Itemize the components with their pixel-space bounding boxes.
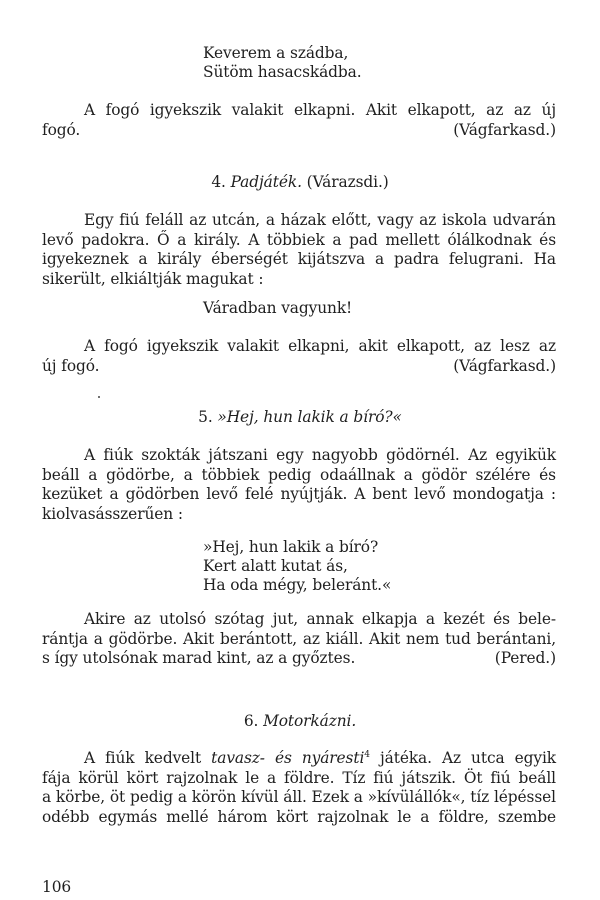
section-6-title: Motorkázni. [263, 712, 357, 730]
rhyme2-line1: »Hej, hun lakik a bíró? [203, 538, 379, 556]
paragraph-1-line-2-text: fogó. [42, 120, 81, 139]
paragraph-4-line-3: kezüket a gödörben levő felé nyújtják. A bent levő mondogatja : [42, 485, 556, 504]
paragraph-6 [42, 749, 556, 827]
speck [98, 396, 100, 398]
rhyme1-line2: Sütöm hasacskádba. [203, 63, 362, 81]
paragraph-1-line-1: A fogó igyekszik valakit elkapni. Akit elkapott, az az új [84, 101, 556, 119]
paragraph-2-line-1: Egy fiú feláll az utcán, a házak előtt, vagy az iskola udvarán [84, 211, 556, 229]
footnote-marker: 4 [364, 749, 370, 760]
section-heading-4 [0, 173, 600, 193]
paragraph-4-line-4: kiolvasásszerűen : [42, 504, 183, 523]
section-4-title: Padjáték. [230, 173, 302, 191]
paragraph-5-line-1: Akire az utolsó szótag jut, annak elkapja a kezét és bele- [84, 610, 556, 628]
rhyme1-line1: Keverem a szádba, [203, 44, 349, 62]
paragraph-2-line-4: sikerült, elkiáltják magukat : [42, 269, 264, 288]
paragraph-5-line-3 [42, 649, 556, 669]
section-5-number: 5. [198, 408, 213, 426]
paragraph-4-line-1: A fiúk szokták játszani egy nagyobb gödörnél. Az egyikük [84, 446, 556, 464]
section-4-place: (Várazsdi.) [306, 173, 389, 191]
paragraph-3-source: (Vágfarkasd.) [453, 356, 556, 375]
paragraph-6-line-2: fája körül kört rajzolnak le a földre. Tíz fiú játszik. Öt fiú beáll [42, 768, 556, 787]
paragraph-4 [42, 446, 556, 524]
paragraph-1-source: (Vágfarkasd.) [453, 120, 556, 139]
paragraph-6-line-1 [42, 749, 556, 769]
paragraph-6-line-1-pre: A fiúk kedvelt [84, 749, 202, 767]
shout-line: Váradban vagyunk! [203, 299, 353, 317]
rhyme2-line2: Kert alatt kutat ás, [203, 557, 348, 575]
paragraph-6-line-1-italic: tavasz- és nyáresti [211, 749, 365, 767]
paragraph-5-line-2: rántja a gödörbe. Akit berántott, az kiáll. Akit nem tud berántani, [42, 629, 556, 648]
section-6-number: 6. [243, 712, 259, 730]
paragraph-3 [42, 337, 556, 376]
paragraph-4-line-2: beáll a gödörbe, a többiek pedig odaállnak a gödör szélére és [42, 465, 556, 484]
paragraph-6-line-3: a körbe, öt pedig a körön kívül áll. Ezek a »kívülállók«, tíz lépéssel [42, 788, 556, 807]
section-5-title: »Hej, hun lakik a bíró?« [217, 408, 402, 426]
page-number: 106 [42, 878, 72, 896]
paragraph-2 [42, 211, 556, 289]
section-heading-5 [0, 408, 600, 428]
paragraph-3-line-2-text: új fogó. [42, 356, 100, 375]
rhyme2-line3: Ha oda mégy, beleránt.« [203, 576, 392, 594]
section-4-number: 4. [211, 173, 226, 191]
paragraph-1 [42, 101, 556, 140]
paragraph-3-line-1: A fogó igyekszik valakit elkapni, akit elkapott, az lesz az [84, 337, 556, 355]
paragraph-3-line-2 [42, 357, 556, 377]
paragraph-5-source: (Pered.) [494, 649, 556, 668]
paragraph-5-line-3-text: s így utolsónak marad kint, az a győztes. [42, 649, 356, 668]
paragraph-5 [42, 610, 556, 669]
paragraph-2-line-2: levő padokra. Ő a király. A többiek a pad mellett ólálkodnak és [42, 230, 556, 249]
paragraph-1-line-2 [42, 121, 556, 141]
paragraph-6-line-1-post: játéka. Az utca egyik [379, 749, 557, 767]
section-heading-6 [0, 712, 600, 732]
paragraph-2-line-3: igyekeznek a király éberségét kijátszva a padra felugrani. Ha [42, 250, 556, 269]
paragraph-6-line-4: odébb egymás mellé három kört rajzolnak le a földre, szembe [42, 807, 556, 826]
